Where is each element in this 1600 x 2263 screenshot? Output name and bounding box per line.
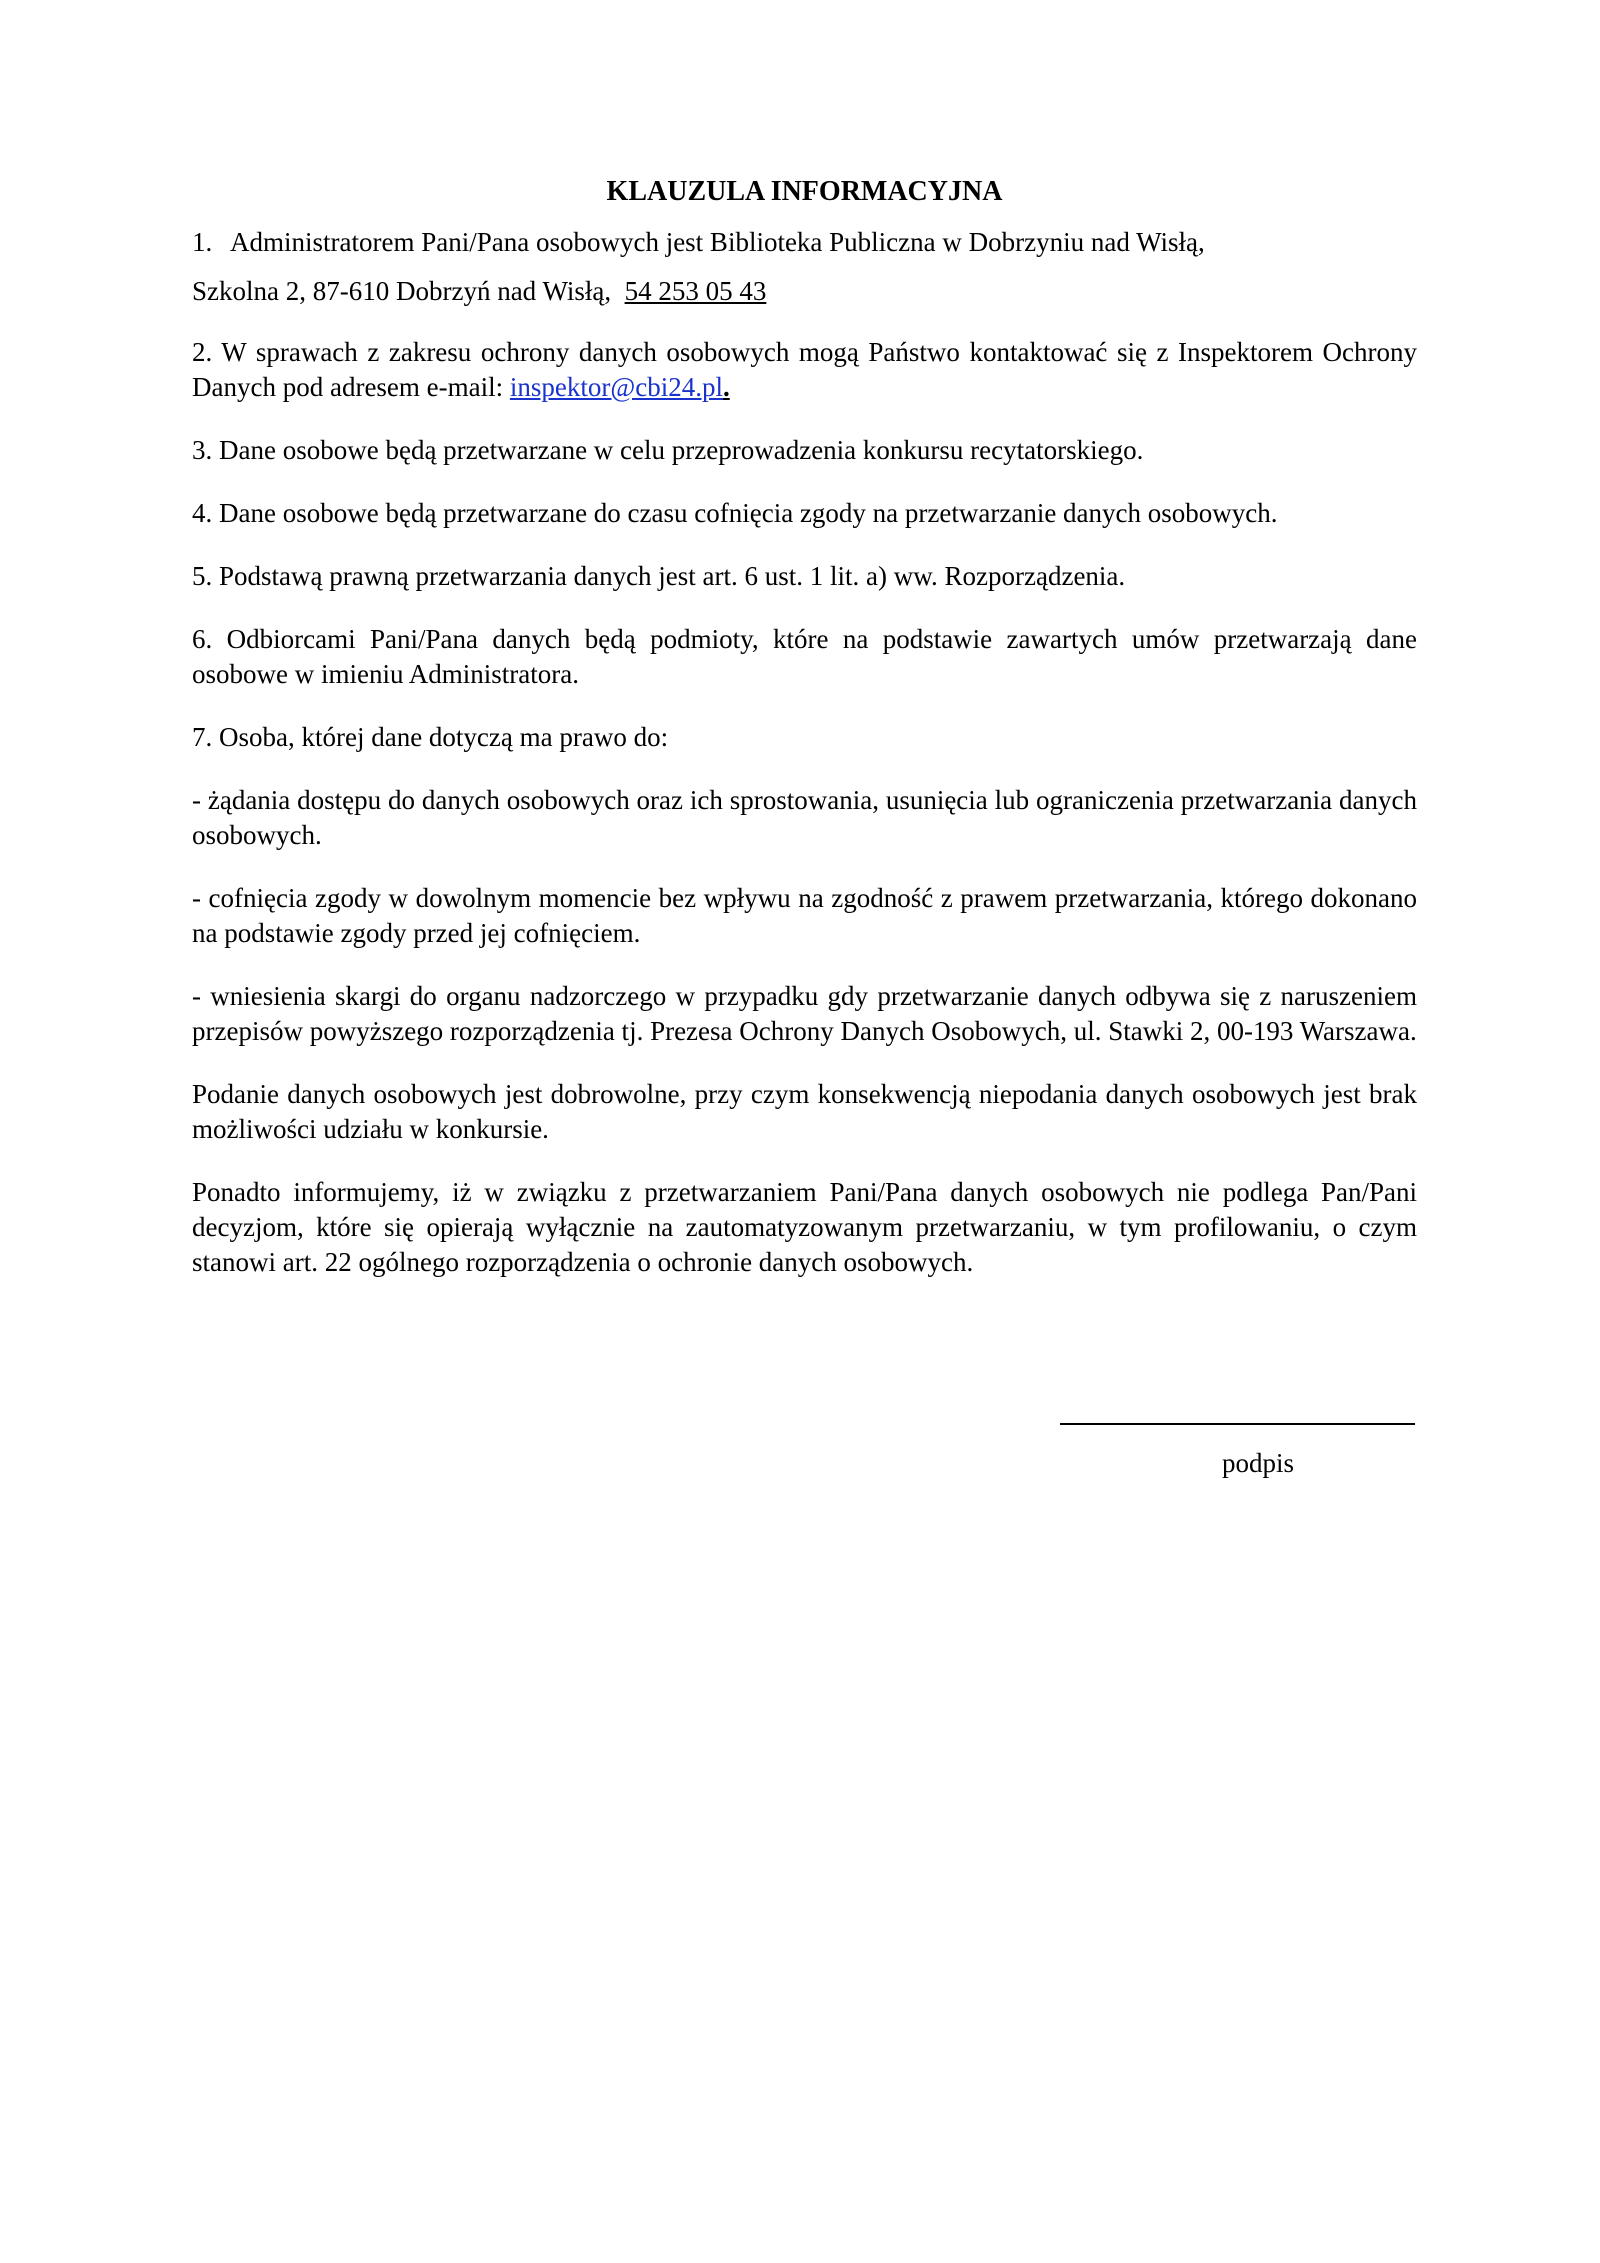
right-withdraw-consent: - cofnięcia zgody w dowolnym momencie bez wpływu na zgodność z prawem przetwarzania, którego dokonano na podstawie zgody przed jej cofnięciem. xyxy=(192,883,1417,948)
item-7: 7. Osoba, której dane dotyczą ma prawo do: xyxy=(192,722,669,752)
email-link[interactable]: inspektor@cbi24.pl xyxy=(509,372,723,402)
right-access: - żądania dostępu do danych osobowych oraz ich sprostowania, usunięcia lub ograniczenia przetwarzania danych osobowych. xyxy=(192,785,1417,850)
item-1-address-line xyxy=(192,274,1417,309)
signature-line xyxy=(1060,1383,1415,1425)
item-1 xyxy=(192,225,1417,260)
document-title: KLAUZULA INFORMACYJNA xyxy=(606,176,1003,207)
document-body xyxy=(192,174,1417,1308)
item-1-text: Administratorem Pani/Pana osobowych jest Biblioteka Publiczna w Dobrzyniu nad Wisłą, xyxy=(230,227,1205,257)
item-6: 6. Odbiorcami Pani/Pana danych będą podmioty, które na podstawie zawartych umów przetwarzają dane osobowe w imieniu Administratora. xyxy=(192,624,1417,689)
item-5: 5. Podstawą prawną przetwarzania danych jest art. 6 ust. 1 lit. a) ww. Rozporządzenia. xyxy=(192,561,1126,591)
signature-label: podpis xyxy=(1222,1448,1295,1478)
item-2 xyxy=(192,335,1417,405)
item-4: 4. Dane osobowe będą przetwarzane do czasu cofnięcia zgody na przetwarzanie danych osobowych. xyxy=(192,498,1278,528)
item-1-number: 1. xyxy=(192,227,213,257)
item-1-address: Szkolna 2, 87-610 Dobrzyń nad Wisłą, xyxy=(192,276,612,306)
item-2-end: . xyxy=(722,372,730,402)
voluntary-notice: Podanie danych osobowych jest dobrowolne, przy czym konsekwencją niepodania danych osobowych jest brak możliwości udziału w konkursie. xyxy=(192,1079,1417,1144)
phone-number: 54 253 05 43 xyxy=(624,276,767,306)
right-complaint: - wniesienia skargi do organu nadzorczego w przypadku gdy przetwarzanie danych odbywa się z naruszeniem przepisów powyższego rozporządzenia tj. Prezesa Ochrony Danych Osobowych, ul. Stawki 2, 00-193 Warszawa. xyxy=(192,981,1417,1046)
automated-decisions-notice: Ponadto informujemy, iż w związku z przetwarzaniem Pani/Pana danych osobowych nie podlega Pan/Pani decyzjom, które się opierają wyłącznie na zautomatyzowanym przetwarzaniu, w tym profilowaniu, o czym stanowi art. 22 ogólnego rozporządzenia o ochronie danych osobowych. xyxy=(192,1177,1417,1277)
item-2-text: 2. W sprawach z zakresu ochrony danych osobowych mogą Państwo kontaktować się z Inspektorem Ochrony Danych pod adresem e-mail: xyxy=(192,337,1417,402)
item-3: 3. Dane osobowe będą przetwarzane w celu przeprowadzenia konkursu recytatorskiego. xyxy=(192,435,1144,465)
